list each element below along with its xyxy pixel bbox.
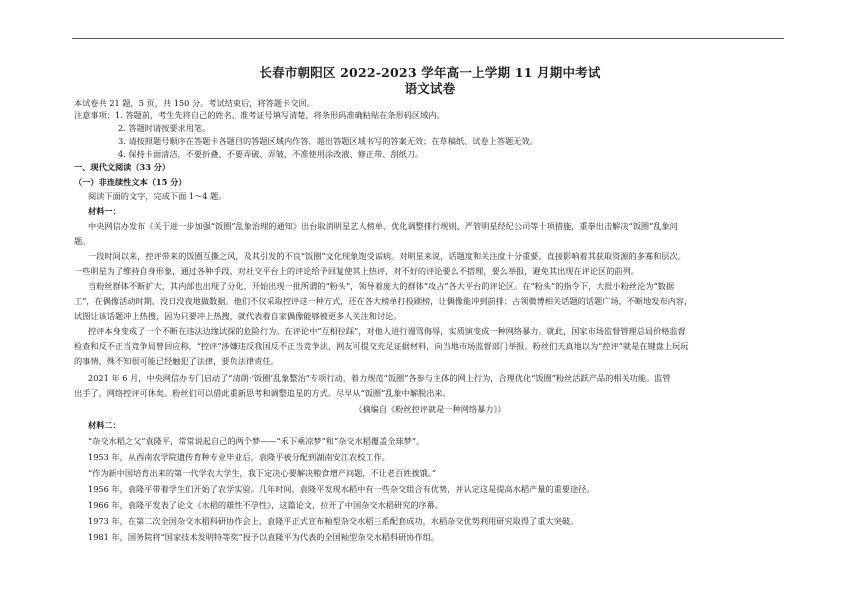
material1-line: 2021 年 6 月，中央网信办专门启动了“清朗·‘饭圈’乱象整治”专项行动，着力规范“饭圈”各参与主体的网上行为，合理优化“饭圈”粉丝活跃产品的相关功能。监管	[88, 373, 671, 383]
material2-label: 材料二：	[88, 420, 121, 430]
subsection-heading: （一）非连续性文本（15 分）	[74, 177, 187, 187]
material1-line: 工”，在偶像活动时期，没日没夜地做数据。他们不仅采取控评这一种方式，还在各大榜单打投刷榜，让偶像能冲到前排；占领微博相关话题的话题广场，不断地发布内容，	[74, 296, 693, 306]
exam-intro: 本试卷共 21 题，5 页，共 150 分。考试结束后，将答题卡交回。	[74, 98, 315, 108]
material1-line: 控评本身变成了一个不断在违法边缘试探的危险行为。在评论中“互相拉踩”，对他人进行谩骂侮辱，实质演变成一种网络暴力。就此，国家市场监督管理总局价格监督	[88, 326, 686, 336]
material2-line: 1981 年，国务院将“国家技术发明特等奖”授予以袁隆平为代表的全国籼型杂交水稻科研协作组。	[88, 532, 440, 542]
reading-instruction: 阅读下面的文字，完成下面 1～4 题。	[88, 191, 227, 201]
notice-line-3: 3. 请按照题号顺序在答题卡各题目的答题区域内作答，超出答题区域书写的答案无效；在草稿纸、试卷上答题无效。	[118, 136, 538, 146]
material1-line: 当粉丝群体不断扩大，其内部也出现了分化，开始出现一批所谓的“粉头”，领导着庞大的群体“攻占”各大平台的评论区。在“粉头”的指令下，大批小粉丝沦为“数据	[88, 281, 675, 291]
material1-line: 检查和反不正当竞争局曾回应称，“控评”涉嫌违反我国反不正当竞争法，网友可提交充足证据材料，向当地市场监督部门举报。粉丝们天真地以为“控评”就是在键盘上玩玩	[74, 341, 689, 351]
notice-line-2: 2. 答题时请按要求用笔。	[118, 123, 211, 133]
exam-subject-title: 语文试卷	[404, 81, 456, 96]
material1-source: （摘编自《粉丝控评就是一种网络暴力》）	[354, 404, 506, 414]
material2-line: 1956 年，袁隆平带着学生们开始了农学实验。几年时间，袁隆平发现水稻中有一些杂交组合有优势，并认定这是提高水稻产量的重要途径。	[88, 484, 595, 494]
exam-title: 长春市朝阳区 2022-2023 学年高一上学期 11 月期中考试	[259, 65, 601, 80]
material1-line: 一些明星为了维持自身形象，通过各种手段，对社交平台上的评论给予回复使其上热评，对不好的评论要么不搭理，要么举报，避免其出现在评论区的前列。	[74, 266, 639, 276]
notice-line-4: 4. 保持卡面清洁，不要折叠，不要弄破、弄皱，不准使用涂改液、修正带、刮纸刀。	[118, 149, 424, 159]
material2-line: “作为新中国培育出来的第一代学农大学生，我下定决心要解决粮食增产问题，不让老百姓挨饿。”	[88, 468, 437, 478]
material1-line: 的事情，殊不知很可能已经触犯了法律，要负法律责任。	[74, 356, 279, 366]
material1-line: 试图让该话题冲上热搜，因为只要冲上热搜，就代表着自家偶像能够被更多人关注和讨论。	[74, 311, 402, 321]
notice-line-1: 注意事项：1. 答题前，考生先将自己的姓名、准考证号填写清楚，将条形码准确粘贴在条形码区域内。	[74, 110, 445, 120]
material1-line: 题。	[74, 236, 91, 246]
material1-line: 一段时间以来，控评带来的饭圈互撕之风，及其引发的不良“饭圈”文化现象饱受诟病。对明星来说，话题度和关注度十分重要，直接影响着其获取资源的多寡和层次。	[88, 251, 686, 261]
section-heading: 一、现代文阅读（33 分）	[74, 162, 171, 172]
material2-line: 1953 年，从西南农学院遗传育种专业毕业后，袁隆平被分配到湖南安江农校工作。	[88, 452, 390, 462]
material2-line: “杂交水稻之父”袁隆平，常常说起自己的两个梦——“禾下乘凉梦”和“杂交水稻覆盖全球梦”。	[88, 436, 425, 446]
material1-line: 出手了，网络控评可休矣。粉丝们可以借此重新思考和调整追星的方式。尽早从“饭圈”乱象中解脱出来。	[74, 388, 451, 398]
material2-line: 1966 年，袁隆平发表了论文《水稻的雄性不孕性》，这篇论文，拉开了中国杂交水稻研究的序幕。	[88, 500, 444, 510]
material1-line: 中央网信办发布《关于进一步加强“饭圈”乱象治理的通知》出台取消明星艺人榜单、优化调整排行规则、严管明星经纪公司等十项措施，重拳出击解决“饭圈”乱象问	[88, 221, 678, 231]
material2-line: 1973 年，在第二次全国杂交水稻科研协作会上，袁隆平正式宣布籼型杂交水稻三系配套成功，水稻杂交优势利用研究取得了重大突破。	[88, 516, 579, 526]
header-rule	[72, 38, 784, 39]
material1-label: 材料一：	[88, 206, 121, 216]
